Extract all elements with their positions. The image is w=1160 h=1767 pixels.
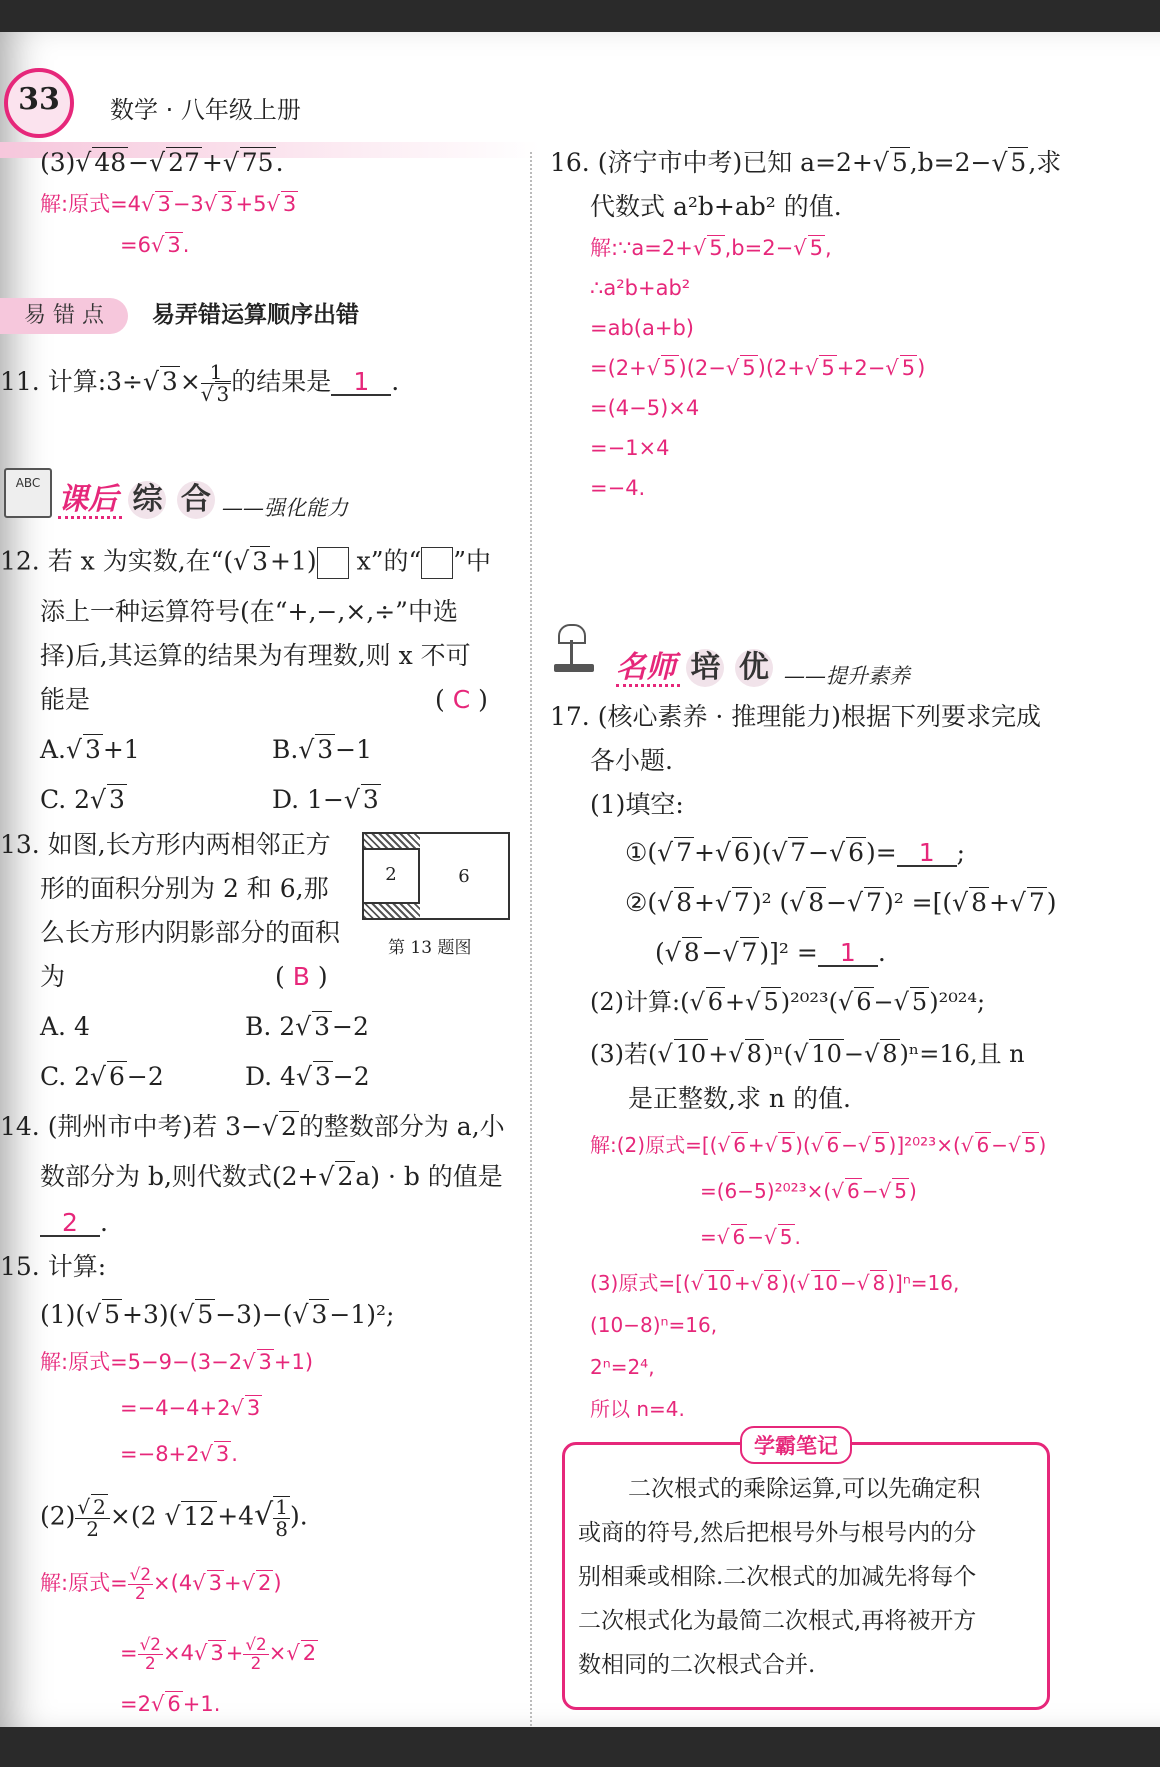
q15-sol1-line2: =−4−4+2√ 3 xyxy=(120,1396,261,1420)
q11-answer: 1 xyxy=(331,369,391,396)
notes-line1: 二次根式的乘除运算,可以先确定积 xyxy=(628,1476,981,1502)
q17-line1: 17. (核心素养 · 推理能力)根据下列要求完成 xyxy=(550,702,1042,731)
q13-option-c: C. 2√ 6−2 xyxy=(40,1062,164,1091)
q13-shade-top xyxy=(364,834,420,848)
q13-figure-caption: 第 13 题图 xyxy=(388,938,472,958)
page xyxy=(0,32,1160,1727)
q13-option-a: A. 4 xyxy=(40,1012,90,1041)
q12-option-d: D. 1−√ 3 xyxy=(272,785,379,814)
q17-sol-line2: =(6−5)²⁰²³×(√ 6 −√ 5 ) xyxy=(700,1179,917,1203)
q17-fill1: ①(√ 7+√ 6)(√ 7−√ 6)= 1 ; xyxy=(625,838,966,867)
q16-sol-line4: =(2+√ 5)(2−√ 5)(2+√ 5+2−√ 5) xyxy=(590,356,926,380)
section-after-class-title: 课后 综 合 xyxy=(58,474,215,519)
q13-answer: B xyxy=(292,962,310,991)
q10-part3: (3)√ 48−√ 27+√ 75. xyxy=(40,148,284,177)
q13-shade-bottom xyxy=(364,904,420,918)
q14-line3: 2 . xyxy=(40,1210,108,1237)
q17-fill3-answer: 1 xyxy=(818,940,878,967)
notes-line2: 或商的符号,然后把根号外与根号内的分 xyxy=(578,1520,977,1546)
page-number: 33 xyxy=(18,82,60,117)
q14-line1: 14. (荆州市中考)若 3−√ 2的整数部分为 a,小 xyxy=(0,1112,505,1141)
mistake-tag: 易 错 点 xyxy=(0,298,128,334)
section1-dots xyxy=(58,516,122,519)
section-after-class-subtitle: ——强化能力 xyxy=(222,496,348,520)
q12-box-2 xyxy=(421,547,453,579)
notes-line5: 数相同的二次根式合并. xyxy=(578,1652,816,1678)
column-divider xyxy=(530,152,532,1727)
q13-answer-bracket: ( B ) xyxy=(275,962,328,991)
q12-box-1 xyxy=(317,547,349,579)
q12-option-c: C. 2√ 3 xyxy=(40,785,125,814)
q15-sol1-line3: =−8+2√ 3. xyxy=(120,1442,238,1466)
q17-sol-line1: 解:(2)原式=[(√ 6 +√ 5 )(√ 6 −√ 5 )]²⁰²³×(√ 6 −√ 5 ) xyxy=(590,1133,1047,1157)
q15-sol2-line2: = $\frac{√2}{2}$ ×4√ 3+ $\frac{√2}{2}$ ×√ 2 xyxy=(120,1634,317,1673)
q12-line3: 择)后,其运算的结果为有理数,则 x 不可 xyxy=(40,641,471,670)
q13-line1: 13. 如图,长方形内两相邻正方 xyxy=(0,830,331,859)
q14-answer: 2 xyxy=(40,1210,100,1237)
q13-line3: 么长方形内阴影部分的面积 xyxy=(40,918,341,947)
q12-answer-bracket: ( C ) xyxy=(435,685,488,714)
q17-fill2: ②(√ 8+√ 7)² (√ 8−√ 7)² =[(√ 8+√ 7) xyxy=(625,888,1057,917)
q16-sol-line5: =(4−5)×4 xyxy=(590,396,700,420)
q15-part2: (2) $\frac{√ 2}{2}$ ×(2 √ 12+4√ $\frac{1}{8}$ ). xyxy=(40,1494,308,1541)
question-11: 11. 计算:3÷√ 3× $\frac{1}{√ 3}$ 的结果是 1 . xyxy=(0,360,400,406)
q13-left-label: 2 xyxy=(385,864,397,885)
q13-line2: 形的面积分别为 2 和 6,那 xyxy=(40,874,329,903)
q16-sol-line7: =−4. xyxy=(590,476,646,500)
q15-sol2-line3: =2√ 6+1. xyxy=(120,1692,221,1716)
q17-sol-line3: =√ 6 −√ 5 . xyxy=(700,1225,801,1249)
q13-figure xyxy=(362,832,510,920)
q14-line2: 数部分为 b,则代数式(2+√ 2a) · b 的值是 xyxy=(40,1162,503,1191)
q13-right-label: 6 xyxy=(458,866,470,887)
q12-answer: C xyxy=(452,685,471,714)
q16-sol-line2: ∴a²b+ab² xyxy=(590,276,691,300)
q15-title: 15. 计算: xyxy=(0,1252,107,1281)
q17-fill3: (√ 8−√ 7)]² = 1 . xyxy=(655,938,886,967)
q16-line1: 16. (济宁市中考)已知 a=2+√ 5,b=2−√ 5,求 xyxy=(550,148,1062,177)
q12-line2: 添上一种运算符号(在“+,−,×,÷”中选 xyxy=(40,597,458,626)
q17-part2: (2)计算:(√ 6+√ 5)²⁰²³(√ 6−√ 5)²⁰²⁴; xyxy=(590,988,986,1016)
q15-sol2-line1: 解:原式= $\frac{√2}{2}$ ×(4√ 3+√ 2) xyxy=(40,1564,282,1603)
q12-option-b: B.√ 3−1 xyxy=(272,735,373,764)
q17-part1: (1)填空: xyxy=(590,790,684,819)
q12-line1: 12. 若 x 为实数,在“(√ 3+1) x”的“ ”中 xyxy=(0,547,491,579)
notes-title: 学霸笔记 xyxy=(740,1426,852,1464)
q10-solution-line2: =6√ 3. xyxy=(120,233,190,257)
lamp-icon xyxy=(550,624,602,674)
q17-part3-line1: (3)若(√ 10+√ 8)ⁿ(√ 10−√ 8)ⁿ=16,且 n xyxy=(590,1040,1025,1068)
q17-line2: 各小题. xyxy=(590,746,673,775)
q13-option-d: D. 4√ 3−2 xyxy=(245,1062,370,1091)
notes-line4: 二次根式化为最简二次根式,再将被开方 xyxy=(578,1608,977,1634)
section-teacher-subtitle: ——提升素养 xyxy=(784,664,910,688)
book-icon xyxy=(4,468,52,518)
q13-line4: 为 xyxy=(40,962,66,991)
section-teacher-title: 名师 培 优 xyxy=(616,642,773,687)
q16-sol-line1: 解:∵a=2+√ 5,b=2−√ 5, xyxy=(590,236,832,260)
q17-sol-line4: (3)原式=[(√ 10 +√ 8 )(√ 10 −√ 8 )]ⁿ=16, xyxy=(590,1271,960,1295)
q16-sol-line3: =ab(a+b) xyxy=(590,316,694,340)
subject-title: 数学 · 八年级上册 xyxy=(110,96,301,124)
q16-sol-line6: =−1×4 xyxy=(590,436,670,460)
q12-line4: 能是 xyxy=(40,685,91,714)
mistake-title: 易弄错运算顺序出错 xyxy=(152,302,359,328)
q17-sol-line6: 2ⁿ=2⁴, xyxy=(590,1355,655,1379)
book-icon-label: ABC xyxy=(15,476,41,490)
q13-option-b: B. 2√ 3−2 xyxy=(245,1012,369,1041)
section2-dots xyxy=(616,684,680,687)
q17-part3-line2: 是正整数,求 n 的值. xyxy=(628,1084,851,1113)
q17-sol-line5: (10−8)ⁿ=16, xyxy=(590,1313,718,1337)
q10-solution-line1: 解:原式=4√ 3−3√ 3+5√ 3 xyxy=(40,192,297,216)
q15-sol1-line1: 解:原式=5−9−(3−2√ 3+1) xyxy=(40,1350,314,1374)
q15-part1: (1)(√ 5+3)(√ 5−3)−(√ 3−1)²; xyxy=(40,1300,395,1329)
q17-fill1-answer: 1 xyxy=(897,840,957,867)
q12-option-a: A.√ 3+1 xyxy=(40,735,140,764)
q16-line2: 代数式 a²b+ab² 的值. xyxy=(590,192,842,221)
notes-line3: 别相乘或相除.二次根式的加减先将每个 xyxy=(578,1564,977,1590)
q17-sol-line7: 所以 n=4. xyxy=(590,1397,685,1421)
